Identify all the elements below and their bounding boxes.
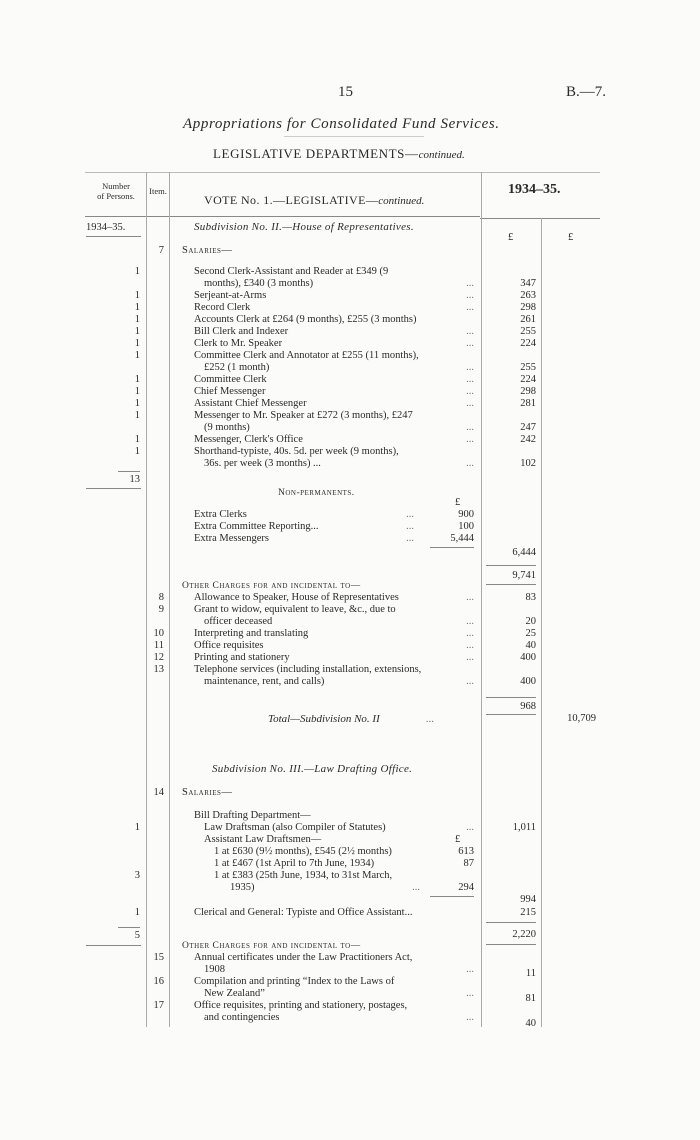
leader-dots: ... [466,964,474,975]
salary-line [194,302,474,314]
subdivision-ii-heading: Subdivision No. II.—House of Representatives. [194,221,414,233]
salary-line-continued [204,278,474,290]
other-charges-heading-sub2: Other Charges for and incidental to— [182,581,361,591]
assistant-amount: 613 [458,846,474,857]
charge-line-text: Compilation and printing “Index to the Laws of [194,976,395,987]
persons-count: 1 [134,290,140,301]
salary-line-continued-text: months), £340 (3 months) [204,278,314,289]
pound-sign-amount: £ [508,232,514,243]
charge-line-continued [204,616,474,628]
persons-count: 1 [134,446,140,457]
non-permanent-amount: 900 [458,509,474,520]
salary-amount: 281 [520,398,536,409]
charge-line [194,640,474,652]
persons-header-line2: of Persons. [97,191,135,201]
assistant-draftsmen-total: 994 [520,894,536,905]
vote-continued: continued. [378,195,425,207]
title-rule [284,136,424,137]
persons-count: 1 [134,314,140,325]
salaries-item-number: 7 [158,245,164,256]
leader-dots: ... [466,386,474,397]
salary-line-text: Bill Clerk and Indexer [194,326,289,337]
charge-amount: 11 [525,968,536,979]
other-charges-heading-sub3: Other Charges for and incidental to— [182,941,361,951]
leader-dots: ... [466,302,474,313]
salary-line [194,410,474,422]
leader-dots: ... [466,1012,474,1023]
charge-line-text: Office requisites, printing and stationery, postages, [194,1000,408,1011]
non-permanent-amount: 100 [458,521,474,532]
header-bottom-rule-left [85,216,480,217]
persons-total-rule-bottom-sub3 [86,945,141,946]
persons-year: 1934–35. [86,222,126,233]
persons-count: 1 [134,326,140,337]
salary-line [194,434,474,446]
document-reference: B.—7. [566,84,607,100]
persons-count: 1 [134,350,140,361]
clerical-value: 215 [520,907,536,918]
table-top-rule [85,172,600,173]
charge-line [194,1000,474,1012]
leader-dots: ... [466,458,474,469]
other-total-rule-bottom [486,714,536,715]
salary-line-continued [204,422,474,434]
persons-header-line1: Number [102,181,130,191]
charge-amount: 81 [525,993,536,1004]
charge-line [194,664,474,676]
law-draftsman-value: 1,011 [512,822,536,833]
non-permanents-rule [430,547,474,548]
salary-line-text: Committee Clerk and Annotator at £255 (11 months), [194,350,419,361]
persons-header [86,181,146,201]
charge-line-continued-text: 1908 [204,964,225,975]
salary-amount: 298 [520,386,536,397]
salary-line-text: Second Clerk-Assistant and Reader at £349 (9 [194,266,389,277]
salary-line [194,338,474,350]
salary-line-text: Committee Clerk [194,374,267,385]
leader-dots: ... [466,278,474,289]
leader-dots: ... [466,676,474,687]
bill-drafting-department: Bill Drafting Department— [194,810,311,821]
charge-amount: 40 [525,1018,536,1029]
non-permanent-text: Extra Committee Reporting... [194,521,319,532]
page-title: Appropriations for Consolidated Fund Services. [183,116,500,132]
salary-amount: 347 [520,278,536,289]
salary-line [194,398,474,410]
persons-total-sub3: 5 [134,930,140,941]
charge-line-continued-text: officer deceased [204,616,273,627]
assistant-draftsmen-persons: 3 [134,870,140,881]
item-number: 13 [153,664,164,675]
salary-line-text: Messenger to Mr. Speaker at £272 (3 months), £247 [194,410,413,421]
salary-line-text: Chief Messenger [194,386,266,397]
assistant-line: 1 at £630 (9½ months), £545 (2½ months) [214,846,392,857]
persons-count: 1 [134,410,140,421]
salary-amount: 247 [520,422,536,433]
salaries-total-sub3: 2,220 [512,929,536,940]
leader-dots: ... [466,652,474,663]
leader-dots: ... [412,882,420,893]
leader-dots: ... [466,592,474,603]
leader-dots: ... [466,326,474,337]
salary-line-continued-text: 36s. per week (3 months) ... [204,458,321,469]
col-divider-amount [481,172,482,1027]
persons-total-rule-top [118,471,140,472]
persons-total-rule-top-sub3 [118,927,140,928]
charge-line-continued [204,676,474,688]
subdivision-ii-total-value: 10,709 [567,713,596,724]
salary-amount: 255 [520,362,536,373]
leader-dots: ... [406,533,414,544]
leader-dots: ... [466,362,474,373]
charge-line [194,604,474,616]
charge-line [194,628,474,640]
leader-dots: ... [406,509,414,520]
assistant-amount: 294 [458,882,474,893]
page-number: 15 [338,84,353,100]
assistant-draftsmen-pound: £ [455,834,461,845]
charge-amount: 40 [525,640,536,651]
charge-line [194,592,474,604]
assistant-line-continued-text: 1935) [230,882,255,893]
assistant-amount: 87 [463,858,474,869]
salary-line [194,326,474,338]
other-total-rule-top [486,697,536,698]
salary-line-continued-text: £252 (1 month) [204,362,270,373]
persons-count: 1 [134,434,140,445]
non-permanent-text: Extra Clerks [194,509,247,520]
col-divider-item [169,172,170,1027]
non-permanents-heading: Non-permanents. [278,488,355,498]
salaries-total-sub2: 9,741 [512,570,536,581]
charge-line-text: Grant to widow, equivalent to leave, &c., due to [194,604,396,615]
persons-count: 1 [134,338,140,349]
item-number: 8 [158,592,164,603]
year-header: 1934–35. [508,182,561,197]
salary-line-text: Clerk to Mr. Speaker [194,338,283,349]
assistant-line: 1 at £467 (1st April to 7th June, 1934) [214,858,375,869]
law-draftsman-label: Law Draftsman (also Compiler of Statutes) ... [204,822,474,833]
leader-dots: ... [466,338,474,349]
non-permanent-line [194,509,414,521]
charge-line-continued [204,1012,474,1024]
salary-line [194,314,474,326]
clerical-label: Clerical and General: Typiste and Office Assistant... [194,907,413,918]
charge-line-text: Telephone services (including installation, extensions, [194,664,422,675]
non-permanent-line [194,521,414,533]
item-number: 12 [153,652,164,663]
leader-dots: ... [466,398,474,409]
persons-year-rule [86,236,141,237]
charge-line-text: Office requisites [194,640,264,651]
charge-line-text: Printing and stationery [194,652,290,663]
subdivision-iii-heading: Subdivision No. III.—Law Drafting Office. [212,763,413,775]
item-number: 10 [153,628,164,639]
salary-amount: 224 [520,338,536,349]
persons-count: 1 [134,386,140,397]
header-bottom-rule-right [480,218,600,219]
salary-amount: 298 [520,302,536,313]
assistant-draftsmen-label: Assistant Law Draftsmen— [204,834,322,845]
salary-amount: 261 [520,314,536,325]
charge-line [194,652,474,664]
salary-line-text: Accounts Clerk at £264 (9 months), £255 (3 months) [194,314,417,325]
salary-line [194,374,474,386]
charge-line-continued-text: maintenance, rent, and calls) [204,676,325,687]
charge-line-text: Allowance to Speaker, House of Representatives [194,592,399,603]
item-number: 15 [153,952,164,963]
charge-line-continued [204,964,474,976]
salaries-item-number-sub3: 14 [153,787,164,798]
pound-sign-total: £ [568,232,574,243]
leader-dots: ... [466,628,474,639]
salary-line-continued [204,458,474,470]
salaries-total-rule-sub3 [486,922,536,923]
law-draftsman-persons: 1 [134,822,140,833]
non-permanent-line [194,533,414,545]
subdivision-ii-total-text: Total—Subdivision No. II [268,713,380,725]
persons-total-sub2: 13 [129,474,140,485]
salaries-total-rule-bottom-sub3 [486,944,536,945]
charge-line [194,952,474,964]
leader-dots: ... [466,374,474,385]
item-header: Item. [149,186,167,196]
non-permanents-total: 6,444 [512,547,536,558]
item-number: 17 [153,1000,164,1011]
col-divider-subtotal [541,218,542,1027]
salary-line-text: Assistant Chief Messenger [194,398,307,409]
clerical-persons: 1 [134,907,140,918]
charge-line-text: Annual certificates under the Law Practitioners Act, [194,952,413,963]
leader-dots: ... [466,616,474,627]
charge-amount: 400 [520,676,536,687]
vote-header [204,193,424,208]
subdivision-ii-total-label: Total—Subdivision No. II ... [268,713,434,725]
persons-count: 1 [134,266,140,277]
persons-count: 1 [134,398,140,409]
leader-dots: ... [466,422,474,433]
charge-line-continued-text: and contingencies [204,1012,280,1023]
salary-amount: 242 [520,434,536,445]
salary-line [194,266,474,278]
charge-amount: 83 [525,592,536,603]
persons-count: 1 [134,374,140,385]
salary-line [194,386,474,398]
charge-line-continued [204,988,474,1000]
persons-total-rule-bottom [86,488,141,489]
salary-line-text: Record Clerk [194,302,251,313]
salary-amount: 224 [520,374,536,385]
assistant-rule [430,896,474,897]
salaries-heading-sub3: Salaries— [182,787,233,798]
assistant-line-continued [230,882,430,894]
salary-amount: 255 [520,326,536,337]
item-number: 11 [153,640,164,651]
leader-dots: ... [466,434,474,445]
salary-line [194,290,474,302]
salary-amount: 263 [520,290,536,301]
assistant-line: 1 at £383 (25th June, 1934, to 31st March, [214,870,393,881]
salary-line-continued-text: (9 months) [204,422,250,433]
salaries-total-rule [486,565,536,566]
charge-line-continued-text: New Zealand” [204,988,265,999]
charge-amount: 20 [525,616,536,627]
department-name: LEGISLATIVE DEPARTMENTS— [213,146,419,161]
charge-amount: 400 [520,652,536,663]
salary-line-text: Serjeant-at-Arms [194,290,267,301]
salaries-total-rule-bottom [486,584,536,585]
non-permanents-pound: £ [455,497,461,508]
item-number: 16 [153,976,164,987]
law-draftsman-text: Law Draftsman (also Compiler of Statutes) [204,822,386,833]
leader-dots: ... [466,640,474,651]
salaries-heading: Salaries— [182,245,233,256]
department-heading [213,146,465,162]
salary-line-continued [204,362,474,374]
salary-line-text: Shorthand-typiste, 40s. 5d. per week (9 months), [194,446,399,457]
charge-line-text: Interpreting and translating [194,628,309,639]
salary-amount: 102 [520,458,536,469]
salary-line [194,350,474,362]
vote-title: VOTE No. 1.—LEGISLATIVE— [204,193,379,207]
leader-dots: ... [406,521,414,532]
leader-dots: ... [466,988,474,999]
charge-amount: 25 [525,628,536,639]
other-charges-total-sub2: 968 [520,701,536,712]
charge-line [194,976,474,988]
leader-dots: ... [466,290,474,301]
department-continued: continued. [418,149,465,161]
non-permanent-text: Extra Messengers [194,533,269,544]
non-permanent-amount: 5,444 [450,533,474,544]
salary-line [194,446,474,458]
persons-count: 1 [134,302,140,313]
salary-line-text: Messenger, Clerk's Office [194,434,303,445]
item-number: 9 [158,604,164,615]
